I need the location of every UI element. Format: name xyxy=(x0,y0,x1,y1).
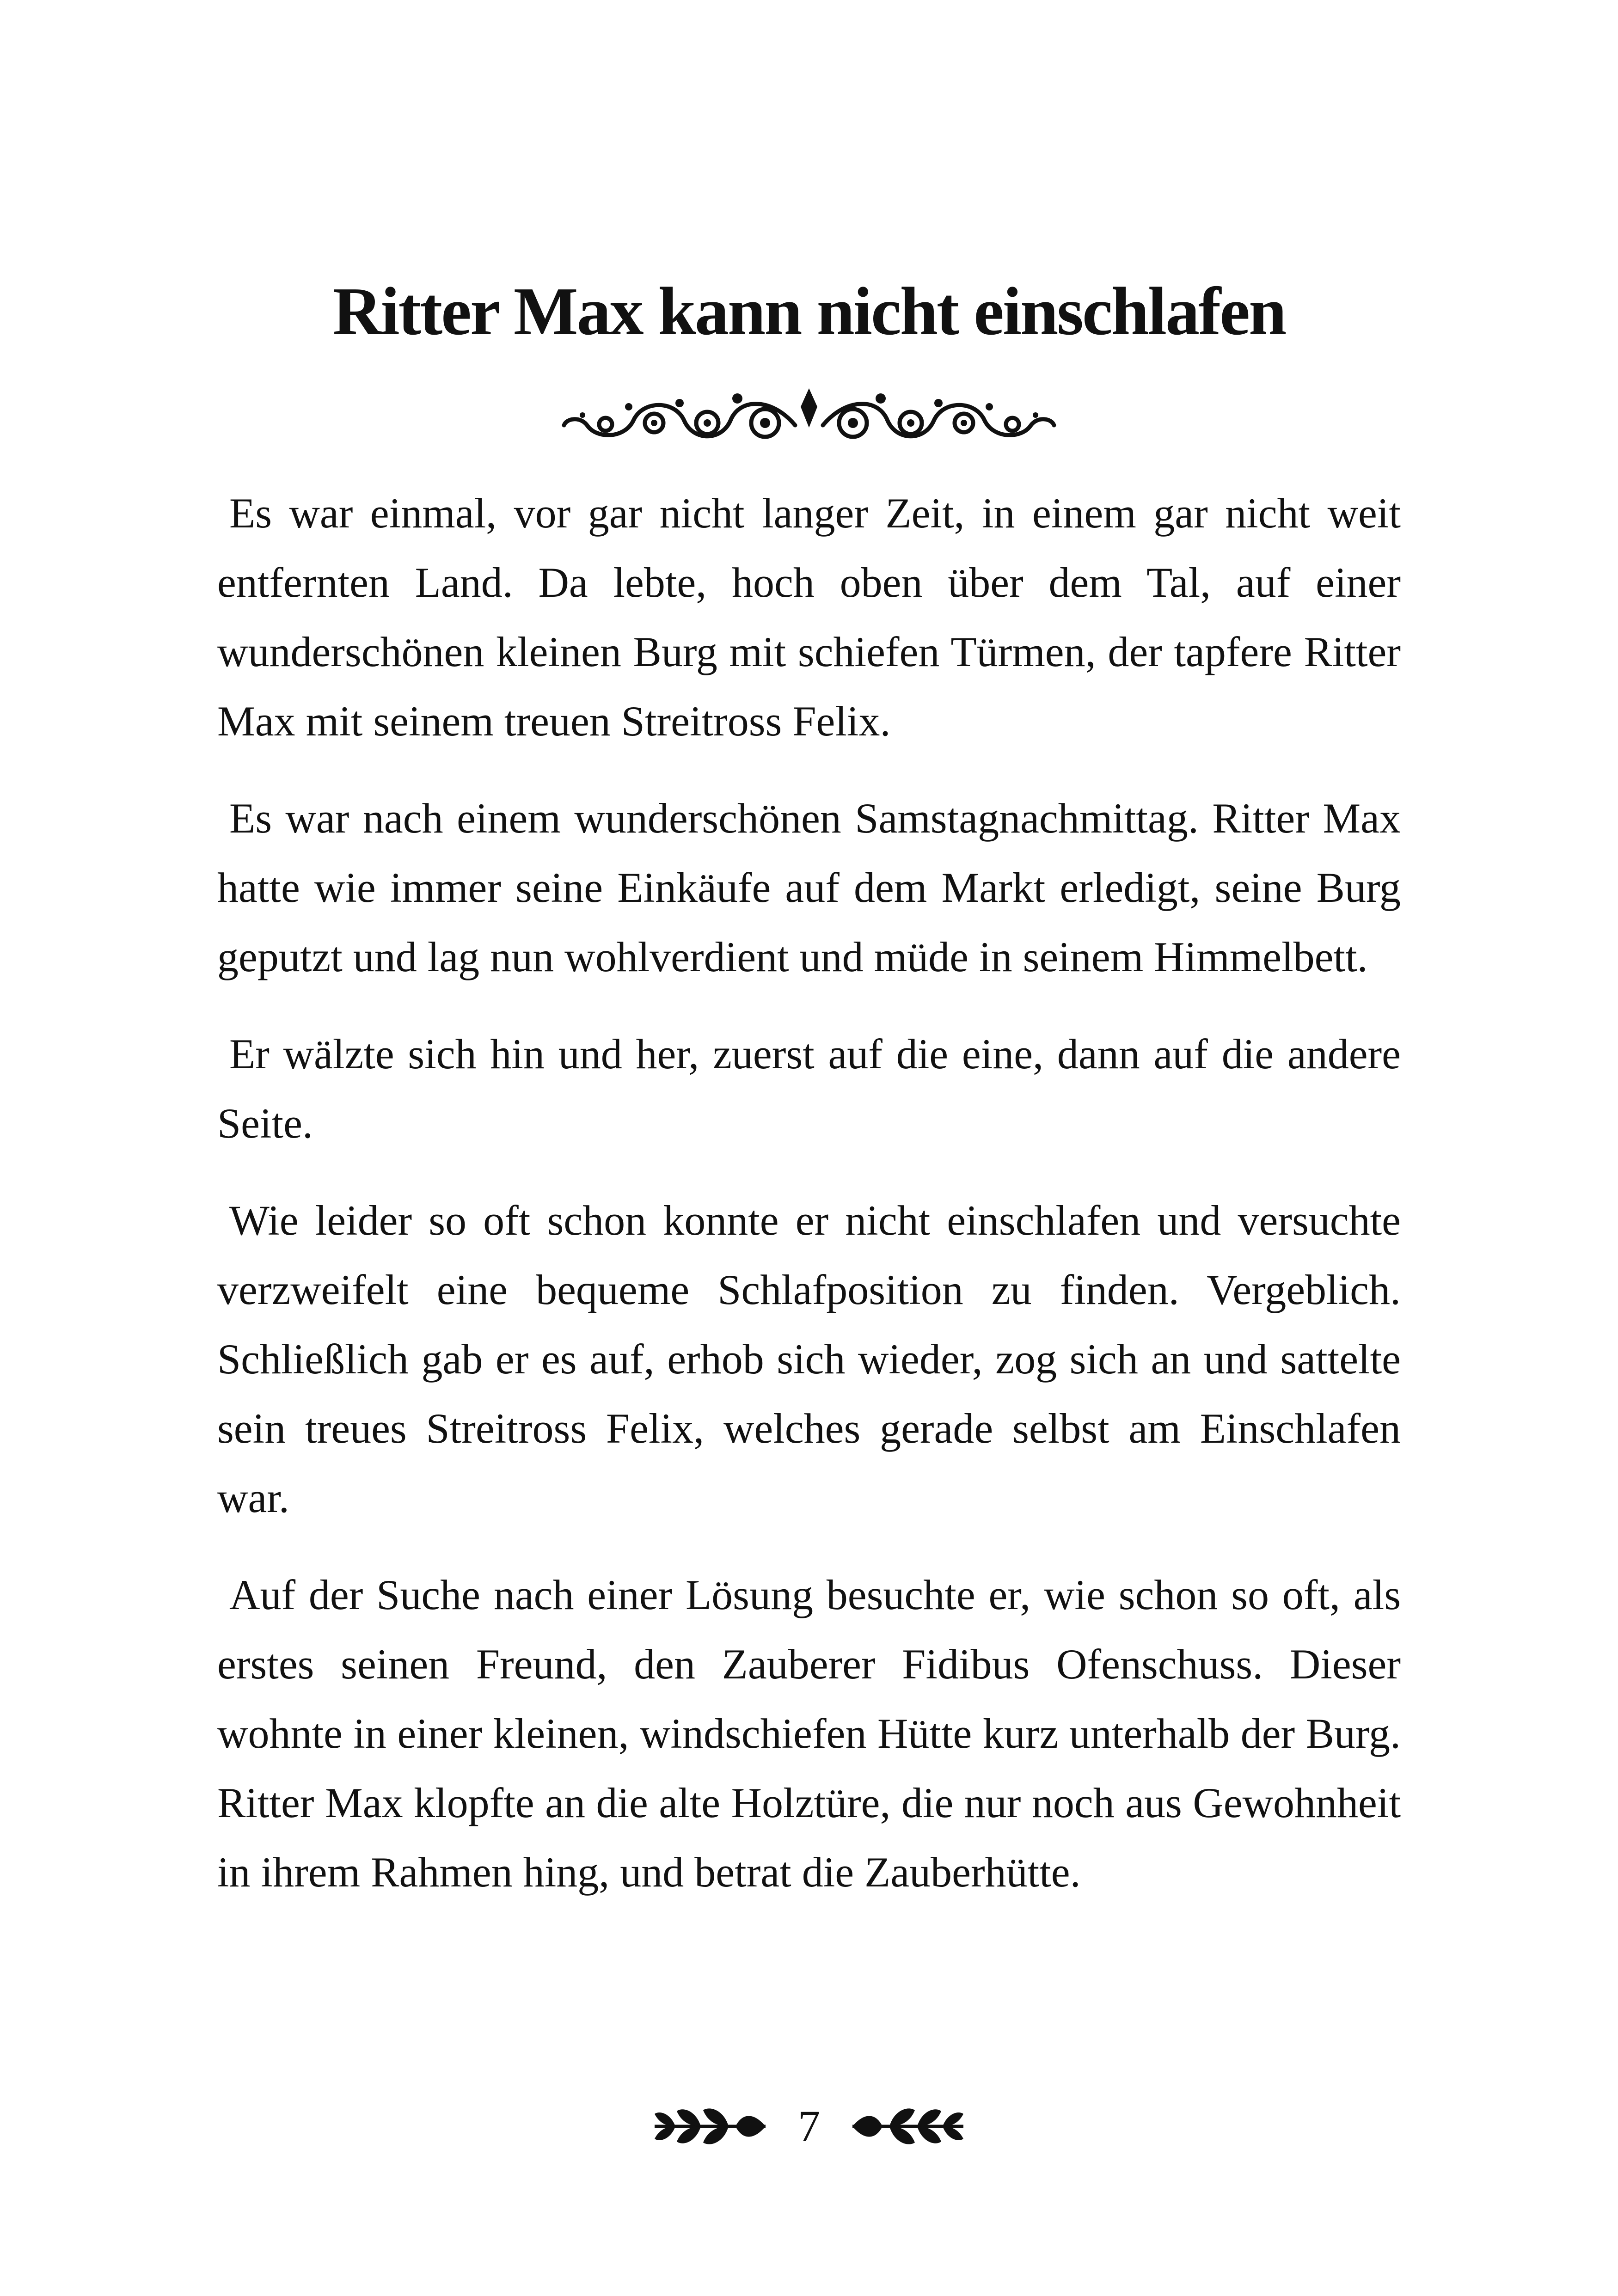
chapter-title: Ritter Max kann nicht einschlafen xyxy=(332,274,1286,349)
paragraph: Er wälzte sich hin und her, zuerst auf die eine, dann auf die andere Seite. xyxy=(217,1030,1401,1147)
ornamental-divider-icon xyxy=(555,379,1063,448)
paragraph: Es war nach einem wunderschönen Samstagnachmittag. Ritter Max hatte wie immer seine Einkäufe auf dem Markt erledigt, seine Burg geputzt und lag nun wohlverdient und müde in seinem Himmelbett. xyxy=(217,795,1401,980)
story-body xyxy=(217,478,1401,1935)
paragraph: Wie leider so oft schon konnte er nicht einschlafen und versuchte verzweifelt eine bequeme Schlafposition zu finden. Vergeblich. Schließlich gab er es auf, erhob sich wieder, zog sich an und sattelte sein treues Streitross Felix, welches gerade selbst am Einschlafen war. xyxy=(217,1197,1401,1521)
paragraph: Auf der Suche nach einer Lösung besuchte er, wie schon so oft, als erstes seinen Freund, den Zauberer Fidibus Ofenschuss. Dieser wohnte in einer kleinen, windschiefen Hütte kurz unterhalb der Burg. Ritter Max klopfte an die alte Holztüre, die nur noch aus Gewohnheit in ihrem Rahmen hing, und betrat die Zauberhütte. xyxy=(217,1571,1401,1896)
page-footer xyxy=(0,2094,1618,2159)
leaf-sprig-icon xyxy=(848,2101,968,2152)
leaf-sprig-icon xyxy=(650,2101,770,2152)
page-number: 7 xyxy=(798,2101,820,2151)
paragraph: Es war einmal, vor gar nicht langer Zeit, in einem gar nicht weit entfernten Land. Da lebte, hoch oben über dem Tal, auf einer wunderschönen kleinen Burg mit schiefen Türmen, der tapfere Ritter Max mit seinem treuen Streitross Felix. xyxy=(217,490,1401,745)
